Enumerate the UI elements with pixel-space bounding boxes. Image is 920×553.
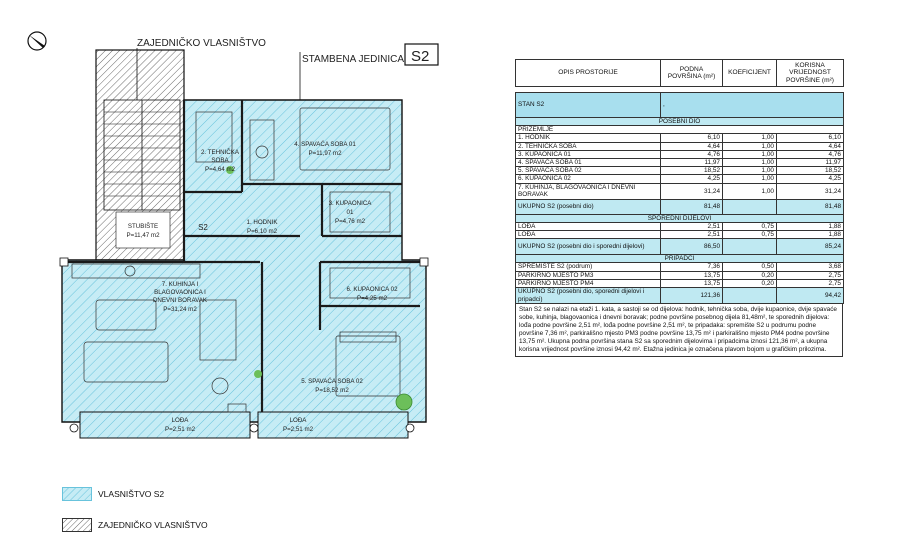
north-arrow-icon bbox=[28, 32, 46, 50]
header-floor-area: PODNA POVRŠINA (m²) bbox=[661, 60, 723, 87]
legend-unit bbox=[62, 487, 164, 501]
header-useful-area: KORISNA VRIJEDNOST POVRŠINE (m²) bbox=[777, 60, 844, 87]
plant-icon bbox=[254, 370, 262, 378]
header-description: OPIS PROSTORIJE bbox=[516, 60, 661, 87]
table-row: SPREMIŠTE S2 (podrum) 7,36 0,50 3,68 bbox=[516, 263, 844, 271]
total-private-row: UKUPNO S2 (posebni dio) 81,48 81,48 bbox=[516, 199, 844, 214]
legend-unit-label: VLASNIŠTVO S2 bbox=[98, 489, 165, 499]
room-label-bedroom-2: 5. SPAVAĆA SOBA 02 bbox=[301, 378, 363, 385]
room-label-bath-2: 6. KUPAONICA 02 bbox=[346, 286, 398, 293]
table-row: 3. KUPAONICA 01 4,76 1,00 4,76 bbox=[516, 150, 844, 158]
table-row: 4. SPAVAĆA SOBA 01 11,97 1,00 11,97 bbox=[516, 159, 844, 167]
description-note: Stan S2 se nalazi na etaži 1. kata, a sastoji se od dijelova: hodnik, tehnička soba, dvije kupaonice, dvije spavaće sobe, kuhinja, blagovaonica i dnevni boravak; podne površine posebnog dijela 81,48m², te sporednih dijelova: lođa podne površine 2,51 m², lođa podne površine 2,51 m², te pripadaka: spremište S2 u podrumu podne površine 7,36 m², parkirališno mjesto PM3 podne površine 13,75 m² i parkirališno mjesto PM4 podne površine 13,75 m². Ukupna podna površina stana S2 sa sporednim dijelovima i pripadcima iznosi 121,36 m², a ukupna korisna vrijednost površine iznosi 94,42 m². Etažna jedinica je označena plavom bojom u grafičkim prilozima. bbox=[515, 304, 843, 357]
table-row: 6. KUPAONICA 02 4,25 1,00 4,25 bbox=[516, 175, 844, 183]
room-label-stairs: STUBIŠTE bbox=[127, 223, 159, 230]
room-area-bath-2: P=4,25 m2 bbox=[356, 295, 388, 302]
room-label-bath-1: 3. KUPAONICA bbox=[328, 200, 372, 207]
legend-blue-swatch bbox=[62, 487, 92, 501]
room-label-living: 7. KUHINJA I bbox=[161, 281, 199, 288]
room-label-living-3: DNEVNI BORAVAK bbox=[152, 297, 208, 304]
header-coefficient: KOEFICIJENT bbox=[723, 60, 777, 87]
section-private: POSEBNI DIO bbox=[516, 118, 844, 126]
room-area-bedroom-2: P=18,52 m2 bbox=[315, 387, 349, 394]
room-area-hall: P=6,10 m2 bbox=[246, 228, 278, 235]
table-row: PARKIRNO MJESTO PM3 13,75 0,20 2,75 bbox=[516, 271, 844, 279]
table-header bbox=[516, 60, 844, 87]
entrance-label: S2 bbox=[198, 223, 208, 232]
total-shared-row: UKUPNO S2 (posebni dio i sporedni dijelovi) 86,50 85,24 bbox=[516, 239, 844, 255]
section-accessory: PRIPADCI bbox=[516, 255, 844, 263]
room-label-hall: 1. HODNIK bbox=[246, 219, 278, 226]
area-table bbox=[515, 59, 843, 357]
room-label-tech-2: SOBA bbox=[211, 157, 229, 164]
room-label-bedroom-1: 4. SPAVAĆA SOBA 01 bbox=[294, 141, 356, 148]
room-area-bath-1: P=4,76 m2 bbox=[334, 218, 366, 225]
table-row: 1. HODNIK 6,10 1,00 6,10 bbox=[516, 134, 844, 142]
unit-value: , bbox=[661, 93, 844, 118]
table-row: LOĐA 2,51 0,75 1,88 bbox=[516, 231, 844, 239]
room-label-bath-1-2: 01 bbox=[346, 209, 354, 216]
room-area-loggia-1: P=2,51 m2 bbox=[164, 426, 196, 433]
common-ownership-title: ZAJEDNIČKO VLASNIŠTVO bbox=[137, 38, 266, 49]
table-row: 2. TEHNIČKA SOBA 4,64 1,00 4,64 bbox=[516, 142, 844, 150]
table-row: 7. KUHINJA, BLAGOVAONICA I DNEVNI BORAVAK 31,24 1,00 31,24 bbox=[516, 183, 844, 199]
room-label-loggia-1: LOĐA bbox=[171, 417, 189, 424]
table-row: LOĐA 2,51 0,75 1,88 bbox=[516, 222, 844, 230]
room-label-living-2: BLAGOVAONICA I bbox=[154, 289, 206, 296]
room-area-tech: P=4,64 m2 bbox=[204, 166, 236, 173]
room-label-tech: 2. TEHNIČKA bbox=[200, 149, 240, 156]
room-label-loggia-2: LOĐA bbox=[289, 417, 307, 424]
legend-common bbox=[62, 518, 208, 532]
floor-row: PRIZEMLJE bbox=[516, 126, 844, 134]
table-row: 5. SPAVAĆA SOBA 02 18,52 1,00 18,52 bbox=[516, 167, 844, 175]
room-area-living: P=31,24 m2 bbox=[163, 306, 197, 313]
total-all-row: UKUPNO S2 (posebni dio, sporedni dijelovi i pripadci) 121,36 94,42 bbox=[516, 288, 844, 304]
legend-dark-swatch bbox=[62, 518, 92, 532]
section-shared: SPOREDNI DIJELOVI bbox=[516, 214, 844, 222]
unit-badge: S2 bbox=[411, 48, 430, 65]
room-area-loggia-2: P=2,51 m2 bbox=[282, 426, 314, 433]
legend-common-label: ZAJEDNIČKO VLASNIŠTVO bbox=[98, 520, 208, 530]
room-area-stairs: P=11,47 m2 bbox=[126, 232, 160, 239]
unit-label: STAN S2 bbox=[516, 93, 661, 118]
room-area-bedroom-1: P=11,97 m2 bbox=[308, 150, 342, 157]
unit-row bbox=[516, 93, 844, 118]
table-row: PARKIRNO MJESTO PM4 13,75 0,20 2,75 bbox=[516, 279, 844, 287]
plant-icon bbox=[396, 394, 412, 410]
unit-title: STAMBENA JEDINICA bbox=[302, 54, 405, 65]
